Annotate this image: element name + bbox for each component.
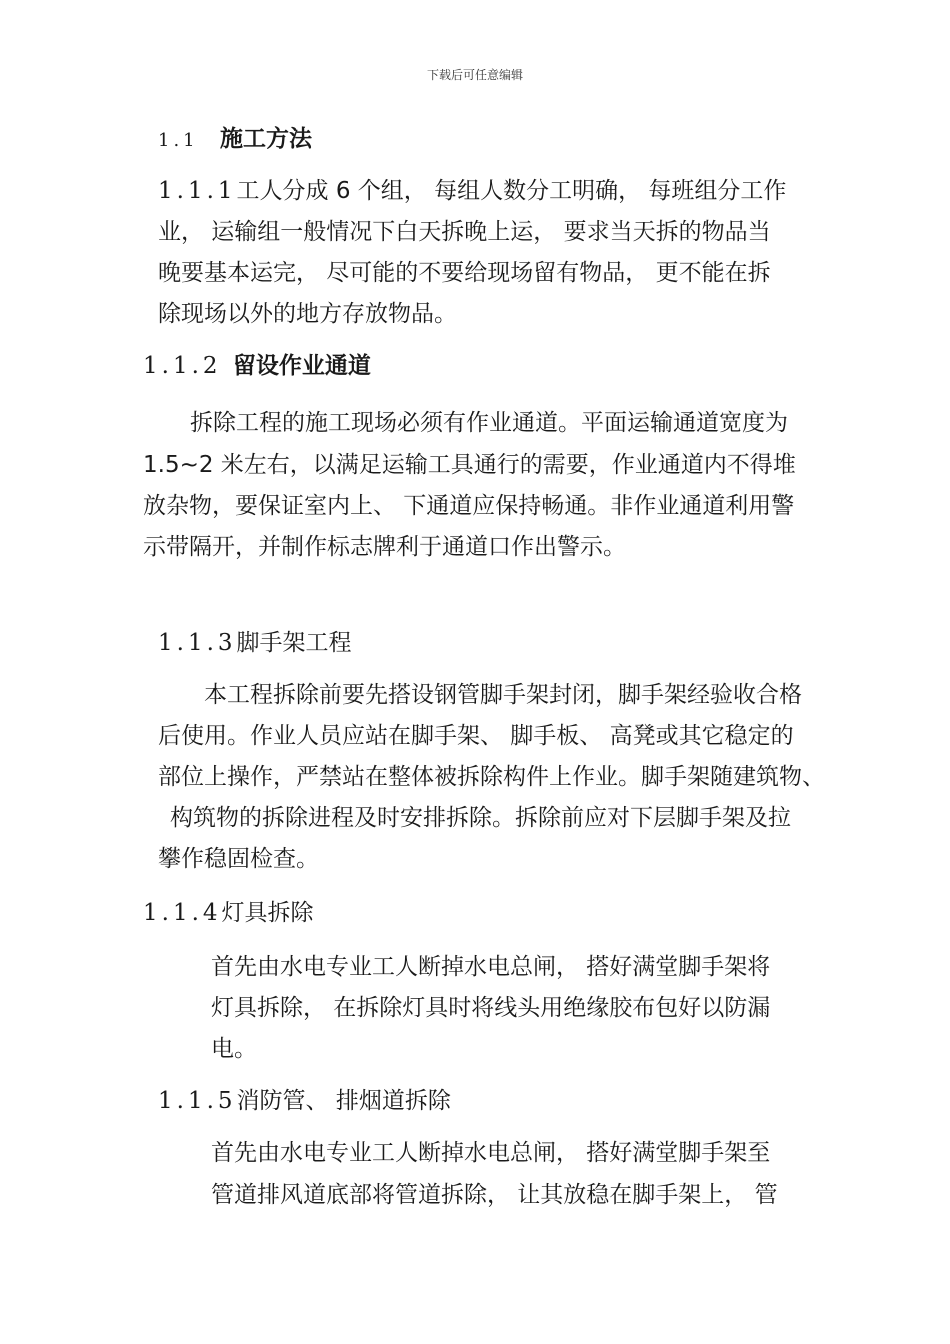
paragraph-line: 拆除工程的施工现场必须有作业通道。平面运输通道宽度为	[190, 410, 788, 436]
paragraph-line: 后使用。作业人员应站在脚手架、 脚手板、 高凳或其它稳定的	[158, 723, 794, 749]
paragraph-line: 本工程拆除前要先搭设钢管脚手架封闭，脚手架经验收合格	[204, 682, 802, 708]
paragraph-line: 构筑物的拆除进程及时安排拆除。拆除前应对下层脚手架及拉	[170, 805, 791, 831]
section-heading	[143, 898, 314, 928]
paragraph-line: 部位上操作，严禁站在整体被拆除构件上作业。脚手架随建筑物、	[158, 764, 825, 790]
section-number: 1.1.2	[143, 353, 222, 379]
section-number: 1.1.5	[158, 1088, 237, 1114]
paragraph-line: 首先由水电专业工人断掉水电总闸， 搭好满堂脚手架至	[211, 1140, 771, 1166]
section-number: 1.1.1	[158, 178, 237, 204]
section-number: 1.1.4	[143, 900, 222, 926]
paragraph-line: 业， 运输组一般情况下白天拆晚上运， 要求当天拆的物品当	[158, 219, 771, 245]
paragraph-line: 除现场以外的地方存放物品。	[158, 301, 457, 327]
section-title: 留设作业通道	[232, 353, 371, 379]
section-number: 1.1.3	[158, 630, 237, 656]
section-title: 灯具拆除	[221, 900, 314, 926]
paragraph-line	[158, 176, 786, 206]
paragraph-line: 放杂物，要保证室内上、 下通道应保持畅通。非作业通道利用警	[143, 493, 795, 519]
paragraph-line: 晚要基本运完， 尽可能的不要给现场留有物品， 更不能在拆	[158, 260, 771, 286]
paragraph-line: 首先由水电专业工人断掉水电总闸， 搭好满堂脚手架将	[211, 954, 771, 980]
section-heading	[158, 1086, 451, 1116]
paragraph-line: 1.5~2 米左右，以满足运输工具通行的需要，作业通道内不得堆	[143, 452, 796, 478]
section-heading	[143, 351, 371, 381]
section-heading	[158, 124, 312, 156]
paragraph-line: 电。	[211, 1036, 257, 1062]
paragraph-text: 工人分成 6 个组， 每组人数分工明确， 每班组分工作	[236, 178, 787, 204]
paragraph-line: 示带隔开，并制作标志牌利于通道口作出警示。	[143, 534, 626, 560]
paragraph-line: 灯具拆除， 在拆除灯具时将线头用绝缘胶布包好以防漏	[211, 995, 771, 1021]
section-title: 脚手架工程	[236, 630, 352, 656]
section-title: 消防管、 排烟道拆除	[236, 1088, 451, 1114]
section-title: 施工方法	[219, 126, 312, 152]
paragraph-line: 管道排风道底部将管道拆除， 让其放稳在脚手架上， 管	[211, 1182, 778, 1208]
page-header: 下载后可任意编辑	[426, 68, 523, 82]
section-heading	[158, 628, 352, 658]
section-number: 1.1	[158, 130, 199, 151]
paragraph-line: 攀作稳固检查。	[158, 846, 319, 872]
